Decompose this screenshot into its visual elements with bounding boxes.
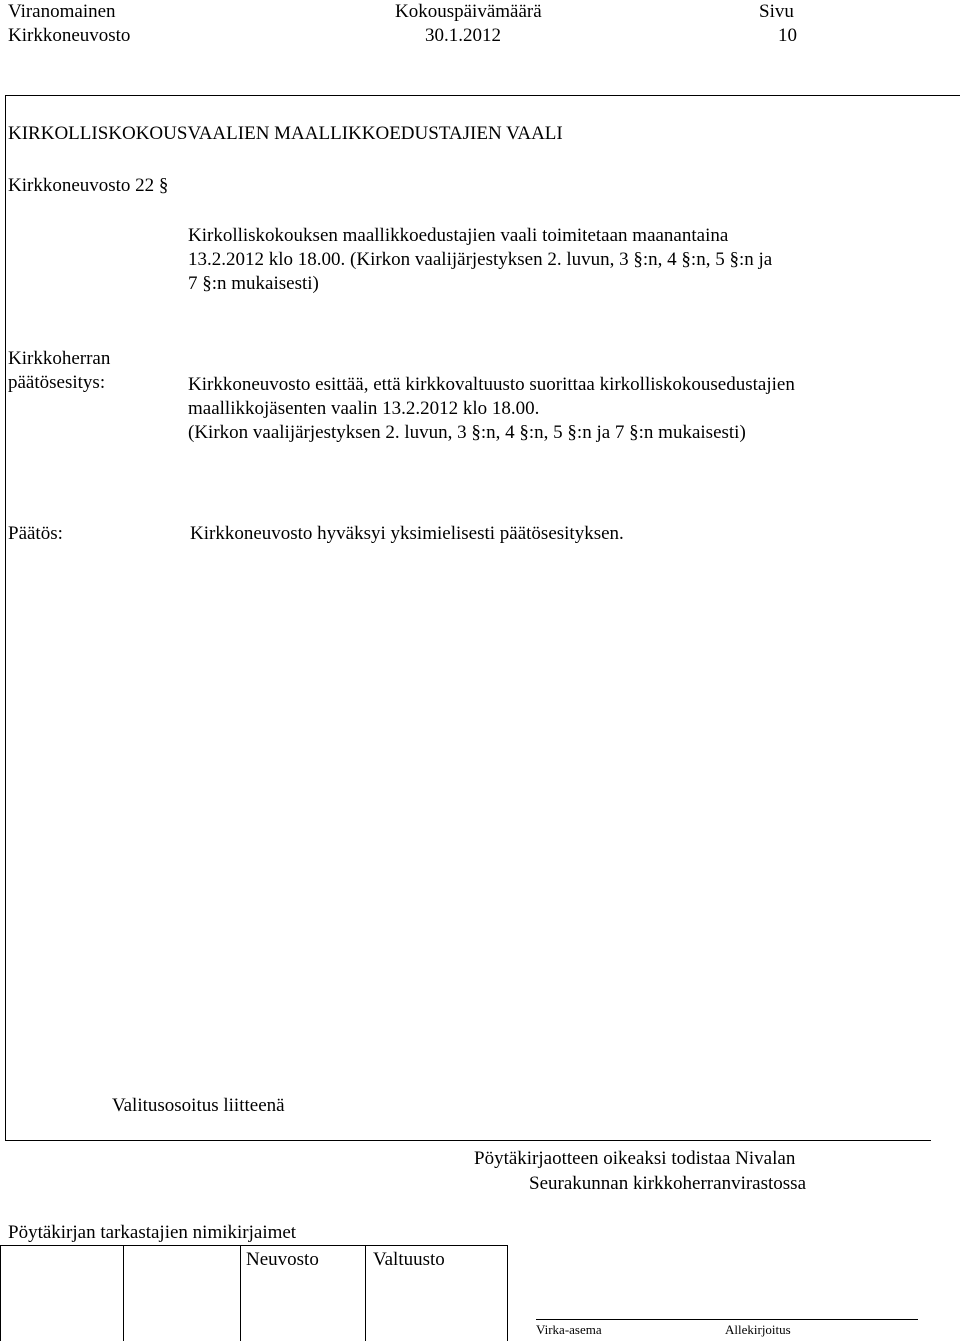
initials-assembly-header: Valtuusto xyxy=(373,1249,445,1270)
signature-line xyxy=(536,1319,918,1320)
initials-cell-border xyxy=(123,1245,124,1341)
meeting-date-value: 30.1.2012 xyxy=(425,25,501,46)
authority-value: Kirkkoneuvosto xyxy=(8,25,131,46)
section-reference: Kirkkoneuvosto 22 § xyxy=(8,175,169,196)
certification-line: Pöytäkirjaotteen oikeaksi todistaa Nivalan xyxy=(474,1148,796,1169)
authority-label: Viranomainen xyxy=(8,1,116,22)
page-number: 10 xyxy=(778,25,797,46)
certification-office: Seurakunnan kirkkoherranvirastossa xyxy=(529,1173,807,1194)
proposal-line: maallikkojäsenten vaalin 13.2.2012 klo 18.00. xyxy=(188,398,540,419)
intro-line: Kirkolliskokouksen maallikkoedustajien vaali toimitetaan maanantaina xyxy=(188,225,729,246)
footer-rule xyxy=(5,1140,931,1141)
initials-cell-border xyxy=(0,1245,1,1341)
intro-line: 7 §:n mukaisesti) xyxy=(188,273,319,294)
initials-cell-border xyxy=(365,1245,366,1341)
proposal-label: Kirkkoherran xyxy=(8,348,111,369)
signature-position-label: Virka-asema xyxy=(536,1322,602,1337)
initials-title: Pöytäkirjan tarkastajien nimikirjaimet xyxy=(8,1222,297,1243)
top-rule xyxy=(5,95,960,96)
left-border xyxy=(5,95,6,1140)
initials-cell-border xyxy=(507,1245,508,1341)
page-label: Sivu xyxy=(759,1,794,22)
initials-cell-border xyxy=(240,1245,241,1341)
proposal-line: (Kirkon vaalijärjestyksen 2. luvun, 3 §:n, 4 §:n, 5 §:n ja 7 §:n mukaisesti) xyxy=(188,422,746,443)
proposal-label-cont: päätösesitys: xyxy=(8,372,106,393)
appeal-note: Valitusosoitus liitteenä xyxy=(112,1095,285,1116)
decision-text: Kirkkoneuvosto hyväksyi yksimielisesti päätösesityksen. xyxy=(190,523,624,544)
decision-label: Päätös: xyxy=(8,523,63,544)
meeting-date-label: Kokouspäivämäärä xyxy=(395,1,542,22)
proposal-line: Kirkkoneuvosto esittää, että kirkkovaltuusto suorittaa kirkolliskokousedustajien xyxy=(188,374,795,395)
signature-label: Allekirjoitus xyxy=(725,1322,791,1337)
intro-line: 13.2.2012 klo 18.00. (Kirkon vaalijärjestyksen 2. luvun, 3 §:n, 4 §:n, 5 §:n ja xyxy=(188,249,773,270)
initials-top-rule xyxy=(0,1245,508,1246)
initials-council-header: Neuvosto xyxy=(246,1249,319,1270)
section-title: KIRKOLLISKOKOUSVAALIEN MAALLIKKOEDUSTAJIEN VAALI xyxy=(8,123,563,144)
